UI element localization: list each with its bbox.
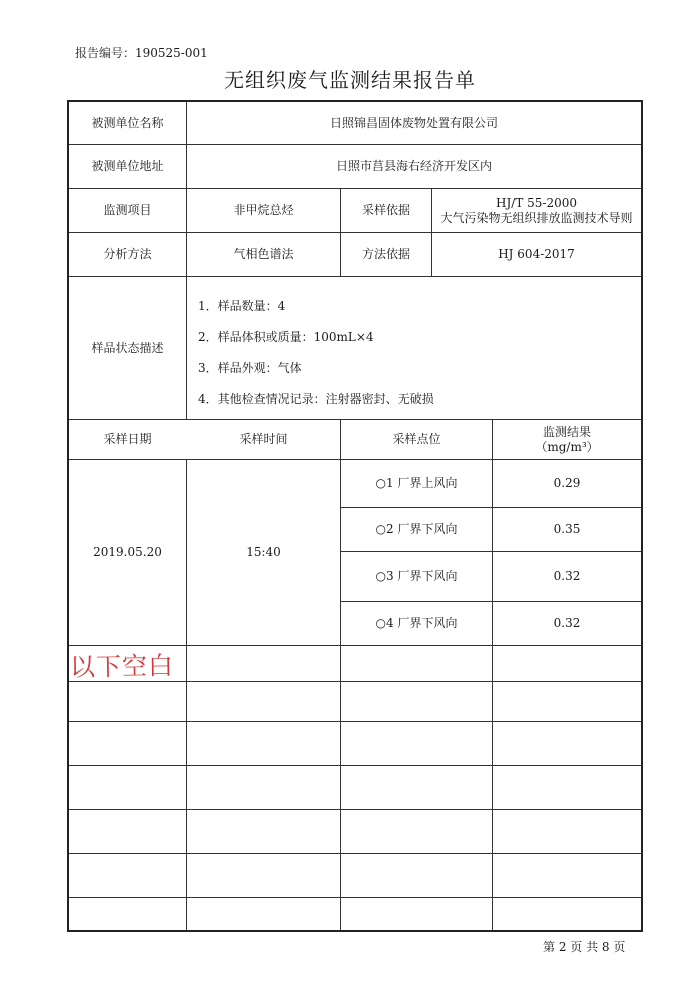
item-value: 非甲烷总烃 <box>233 203 294 217</box>
sample-state-line: 4．其他检查情况记录：注射器密封、无破损 <box>198 392 434 406</box>
header-point: 采样点位 <box>392 432 441 446</box>
unit-name-value: 日照锦昌固体废物处置有限公司 <box>329 115 498 130</box>
method-label: 分析方法 <box>103 247 152 261</box>
method-basis-label: 方法依据 <box>361 247 410 261</box>
report-table <box>67 100 643 932</box>
header-result-title: 监测结果 <box>542 424 591 439</box>
row-divider <box>69 721 641 722</box>
row-divider <box>69 765 641 766</box>
method-value: 气相色谱法 <box>233 247 294 261</box>
address-label: 被测单位地址 <box>91 159 164 173</box>
basis-standard-title: 大气污染物无组织排放监测技术导则 <box>440 210 633 225</box>
header-time: 采样时间 <box>239 432 288 446</box>
basis-label: 采样依据 <box>361 203 410 217</box>
result-3: 0.32 <box>553 569 581 583</box>
sample-state-line: 3．样品外观：气体 <box>198 361 302 375</box>
sample-state-list <box>198 296 434 420</box>
sample-state-line: 1．样品数量：4 <box>198 299 286 313</box>
page-footer: 第 2 页 共 8 页 <box>543 940 626 954</box>
report-number: 报告编号：190525-001 <box>75 46 208 60</box>
sample-time: 15:40 <box>246 545 281 559</box>
basis-value <box>432 189 641 232</box>
point-3: ○3 厂界下风向 <box>375 569 458 583</box>
row-divider <box>69 853 641 854</box>
col-divider <box>492 645 493 930</box>
result-2: 0.35 <box>553 522 581 536</box>
sample-date: 2019.05.20 <box>93 545 162 559</box>
page-title: 无组织废气监测结果报告单 <box>224 68 476 92</box>
row-divider <box>69 809 641 810</box>
col-divider <box>340 645 341 930</box>
address-value: 日照市莒县海右经济开发区内 <box>335 159 492 173</box>
sample-state-line: 2．样品体积或质量：100mL×4 <box>198 330 374 344</box>
point-2: ○2 厂界下风向 <box>375 522 458 536</box>
header-result-unit: （mg/m³） <box>535 439 599 454</box>
result-4: 0.32 <box>553 616 581 630</box>
row-divider <box>69 897 641 898</box>
point-1: ○1 厂界上风向 <box>375 476 458 490</box>
unit-name-label: 被测单位名称 <box>91 115 164 130</box>
header-date: 采样日期 <box>103 432 152 446</box>
blank-below-stamp: 以下空白 <box>69 651 175 682</box>
item-label: 监测项目 <box>103 203 152 217</box>
point-4: ○4 厂界下风向 <box>375 616 458 630</box>
sample-state-label: 样品状态描述 <box>91 340 164 355</box>
header-result <box>493 420 641 459</box>
basis-standard: HJ/T 55-2000 <box>496 195 577 210</box>
method-basis-value: HJ 604-2017 <box>498 247 575 261</box>
result-1: 0.29 <box>553 476 581 490</box>
